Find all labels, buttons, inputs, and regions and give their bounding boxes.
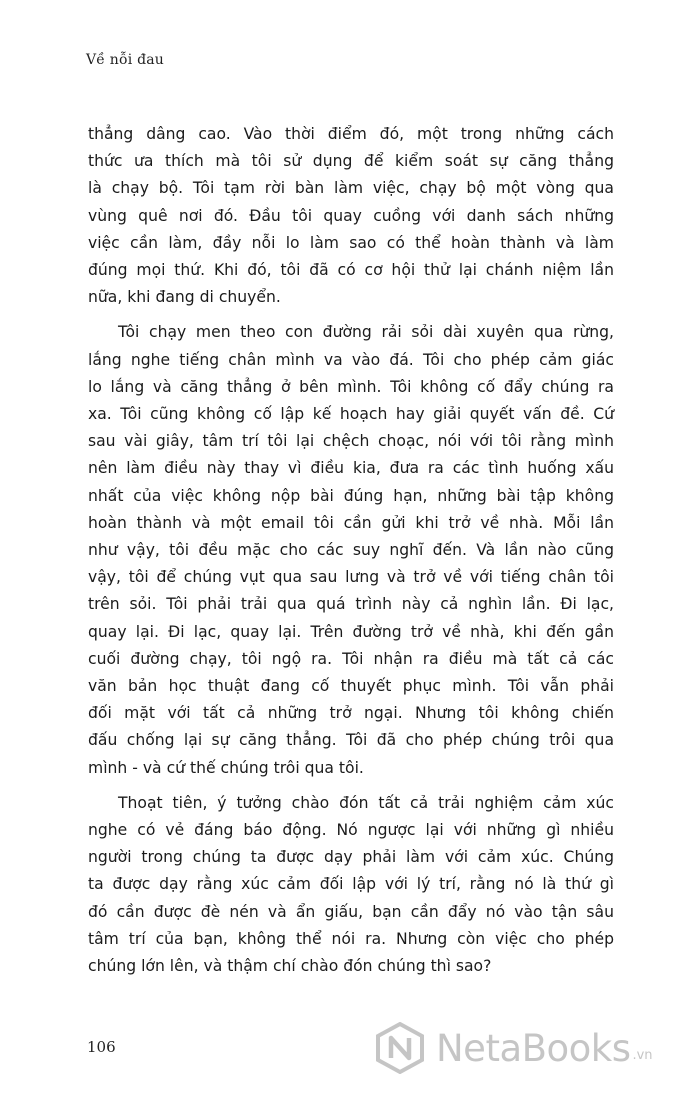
text-line: cuối đường chạy, tôi ngộ ra. Tôi nhận ra điều mà tất cả các bbox=[88, 649, 614, 668]
text-line: hoàn thành và một email tôi cần gửi khi trở về nhà. Mỗi lần bbox=[88, 513, 614, 532]
running-header: Về nỗi đau bbox=[86, 52, 165, 68]
text-line: việc cần làm, đầy nỗi lo làm sao có thể hoàn thành và làm bbox=[88, 233, 614, 252]
text-line: thẳng dâng cao. Vào thời điểm đó, một trong những cách bbox=[88, 125, 614, 143]
text-line: văn bản học thuật đang cố thuyết phục mình. Tôi vẫn phải bbox=[88, 677, 614, 696]
text-line: mình - và cứ thế chúng trôi qua tôi. bbox=[88, 758, 364, 777]
text-line: nghe có vẻ đáng báo động. Nó ngược lại với những gì nhiều bbox=[88, 821, 614, 840]
text-line: quay lại. Đi lạc, quay lại. Trên đường trở về nhà, khi đến gần bbox=[88, 622, 614, 641]
text-line: người trong chúng ta được dạy phải làm với cảm xúc. Chúng bbox=[88, 848, 614, 867]
text-line: đấu chống lại sự căng thẳng. Tôi đã cho phép chúng trôi qua bbox=[88, 731, 614, 750]
watermark bbox=[374, 1022, 653, 1074]
text-line: tâm trí của bạn, không thể nói ra. Nhưng còn việc cho phép bbox=[88, 929, 614, 948]
text-line: sau vài giây, tâm trí tôi lại chệch choạc, nói với tôi rằng mình bbox=[88, 432, 614, 451]
text-line: trên sỏi. Tôi phải trải qua quá trình này cả nghìn lần. Đi lạc, bbox=[88, 595, 614, 614]
paragraph-1 bbox=[88, 121, 614, 311]
text-line: Tôi chạy men theo con đường rải sỏi dài xuyên qua rừng, bbox=[118, 323, 614, 342]
text-line: vậy, tôi để chúng vụt qua sau lưng và trở về với tiếng chân tôi bbox=[88, 568, 614, 587]
watermark-suffix: .vn bbox=[632, 1047, 653, 1063]
text-line: thức ưa thích mà tôi sử dụng để kiểm soát sự căng thẳng bbox=[88, 152, 614, 171]
text-line: như vậy, tôi đều mặc cho các suy nghĩ đến. Và lần nào cũng bbox=[88, 541, 614, 560]
text-line: chúng lớn lên, và thậm chí chào đón chúng thì sao? bbox=[88, 957, 492, 976]
text-line: nên làm điều này thay vì điều kia, đưa ra các tình huống xấu bbox=[88, 459, 614, 478]
text-line: nhất của việc không nộp bài đúng hạn, những bài tập không bbox=[88, 486, 614, 505]
netabooks-logo-icon bbox=[374, 1022, 426, 1074]
paragraph-3 bbox=[88, 790, 614, 980]
body-text bbox=[88, 121, 614, 988]
text-line: xa. Tôi cũng không cố lập kế hoạch hay giải quyết vấn đề. Cứ bbox=[88, 405, 614, 424]
text-line: vùng quê nơi đó. Đầu tôi quay cuồng với danh sách những bbox=[88, 206, 614, 225]
text-line: là chạy bộ. Tôi tạm rời bàn làm việc, chạy bộ một vòng qua bbox=[88, 179, 614, 198]
paragraph-2 bbox=[88, 319, 614, 781]
watermark-brand: NetaBooks bbox=[436, 1026, 631, 1070]
text-line: đó cần được đè nén và ẩn giấu, bạn cần đẩy nó vào tận sâu bbox=[88, 902, 614, 921]
text-line: nữa, khi đang di chuyển. bbox=[88, 288, 281, 307]
text-line: lắng nghe tiếng chân mình va vào đá. Tôi cho phép cảm giác bbox=[88, 350, 614, 369]
text-line: lo lắng và căng thẳng ở bên mình. Tôi không cố đẩy chúng ra bbox=[88, 377, 614, 396]
page-number: 106 bbox=[87, 1038, 116, 1056]
text-line: ta được dạy rằng xúc cảm đối lập với lý trí, rằng nó là thứ gì bbox=[88, 875, 614, 894]
text-line: đúng mọi thứ. Khi đó, tôi đã có cơ hội thử lại chánh niệm lần bbox=[88, 261, 614, 280]
text-line: Thoạt tiên, ý tưởng chào đón tất cả trải nghiệm cảm xúc bbox=[118, 793, 614, 812]
text-line: đối mặt với tất cả những trở ngại. Nhưng tôi không chiến bbox=[88, 704, 614, 723]
